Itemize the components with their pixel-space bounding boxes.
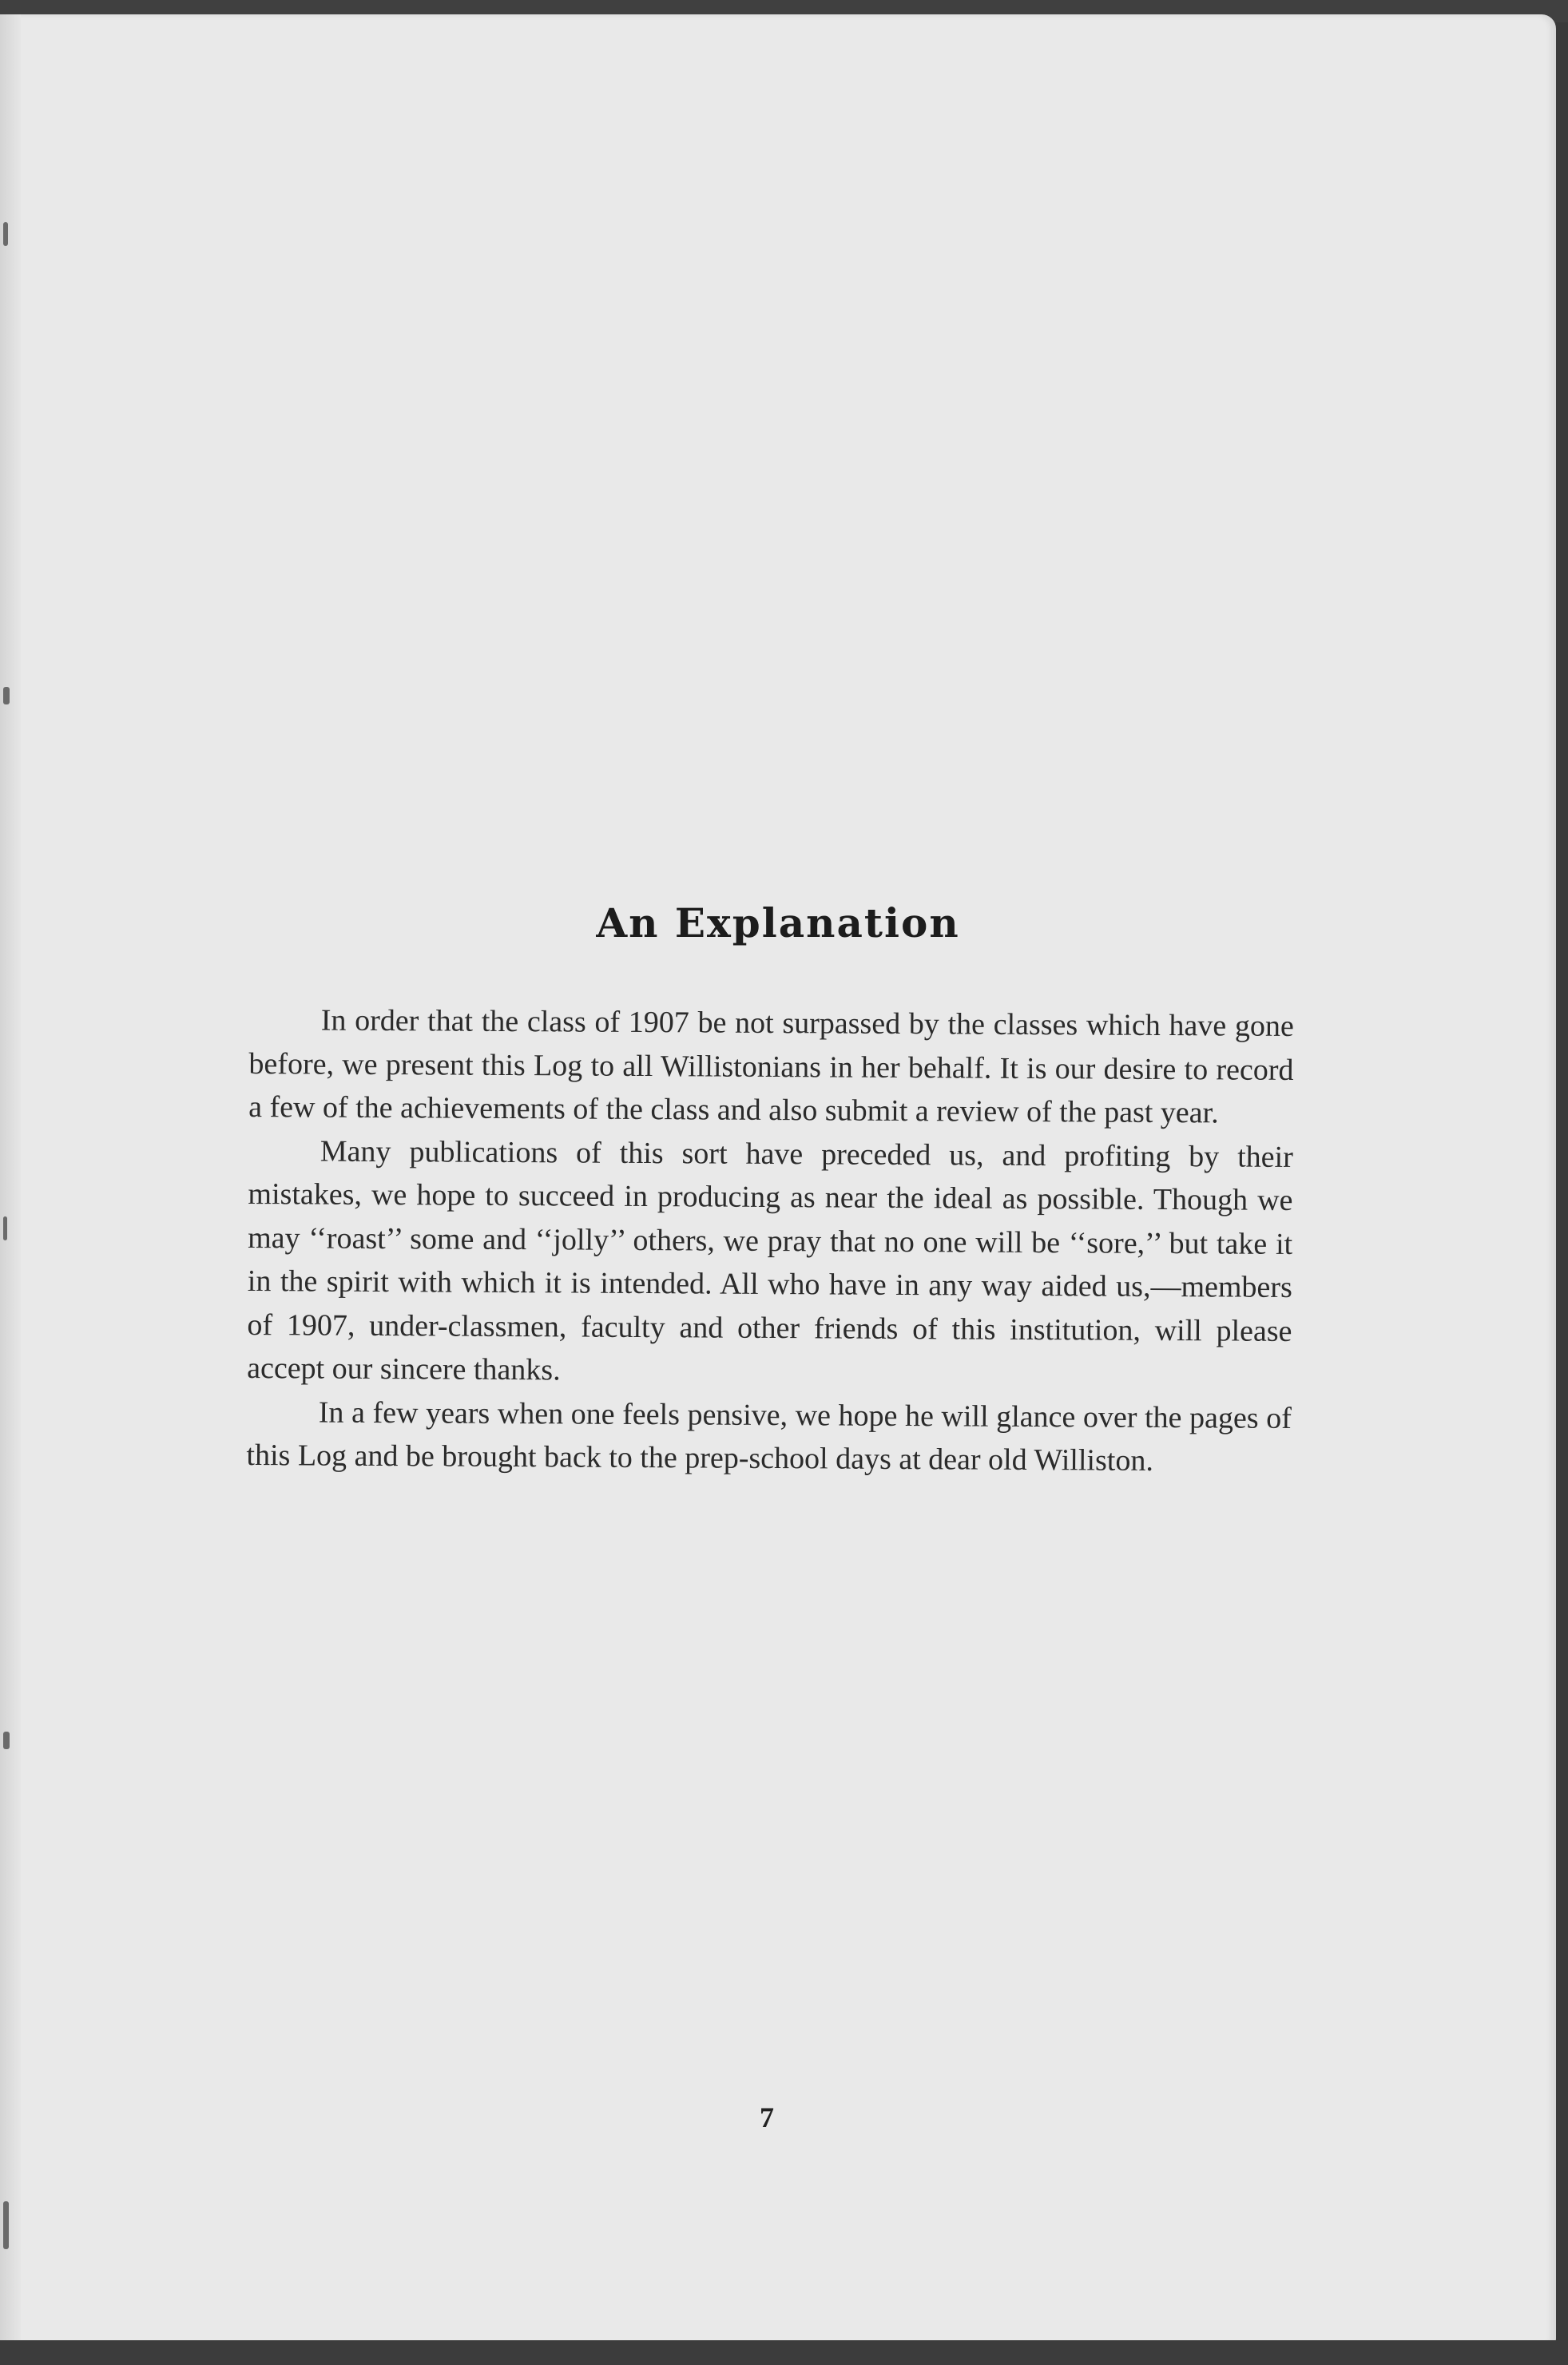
paragraph: In order that the class of 1907 be not surpassed by the classes which have gone before, we present this Log to all Willistonians in her behalf. It is our desire to record a few of the achievements of the class and also submit a review of the past year. <box>248 1003 1294 1130</box>
binding-thread-mark <box>3 687 10 704</box>
book-page <box>0 14 1556 2347</box>
page-title: An Explanation <box>596 899 960 946</box>
paragraph: In a few years when one feels pensive, we hope he will glance over the pages of this Log and be brought back to the prep-school days at dear old Williston. <box>246 1395 1292 1478</box>
binding-thread-mark <box>3 222 8 246</box>
binding-thread-mark <box>3 1216 7 1240</box>
binding-thread-mark <box>3 2201 9 2249</box>
binding-edge <box>0 14 21 2347</box>
scan-border-bottom <box>0 2340 1568 2365</box>
paragraph: Many publications of this sort have preceded us, and profiting by their mistakes, we hope to succeed in producing as near the ideal as possible. Though we may ‘‘roast’’ some and ‘‘jolly’’ others, we pray that no one will be ‘‘sore,’’ but take it in the spirit with which it is intended. All who have in any way aided us,—members of 1907, under-classmen, faculty and other friends of this institution, will please accept our sincere thanks. <box>247 1134 1293 1387</box>
body-text <box>246 998 1294 1483</box>
binding-thread-mark <box>3 1732 10 1749</box>
page-number: 7 <box>760 2101 774 2133</box>
